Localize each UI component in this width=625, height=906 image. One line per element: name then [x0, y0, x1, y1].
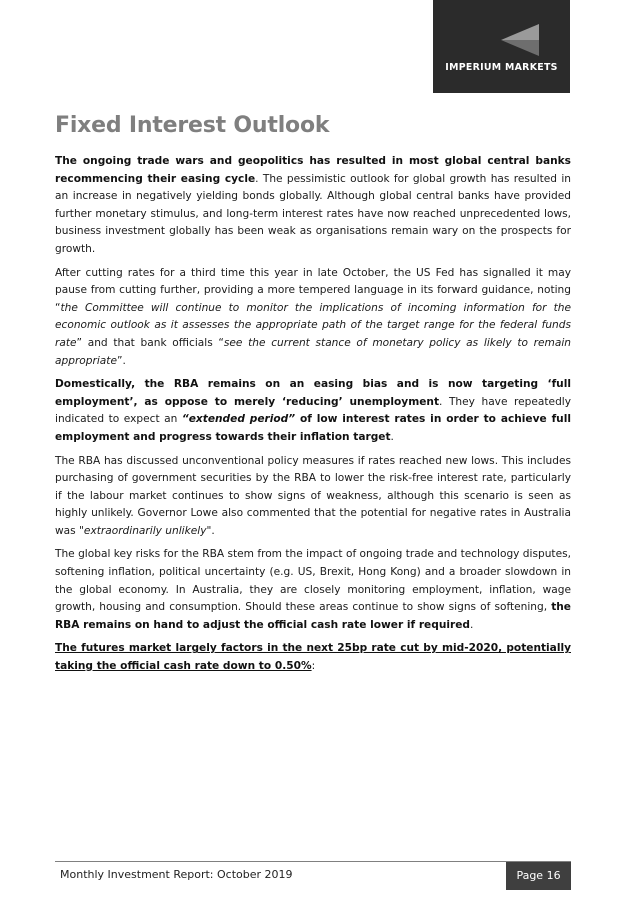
text: The global key risks for the RBA stem from the impact of ongoing trade and technology disputes, softening inflation, political uncertainty (e.g. US, Brexit, Hong Kong) and a broader slowdown in the global economy. In Australia, they are closely monitoring employment, inflation, wage growth, housing and consumption. Should these areas continue to show signs of softening, [55, 548, 571, 614]
text: ". [206, 524, 215, 537]
paragraph-global-risks [55, 546, 571, 634]
bold-underlined-text: The futures market largely factors in the next 25bp rate cut by mid-2020, potentially taking the official cash rate down to 0.50% [55, 642, 571, 673]
bold-text: of low interest rates in order to achieve full employment and progress towards their inflation target [55, 413, 571, 443]
paragraph-rba-easing-bias [55, 376, 571, 446]
text: ” and that bank officials “ [76, 336, 224, 349]
imperium-markets-logo [433, 0, 570, 93]
text: . They have repeatedly indicated to expect an [55, 395, 572, 426]
quote-text: the Committee will continue to monitor the implications of incoming information for the economic outlook as it assesses the appropriate path of the target range for the federal funds rate [55, 301, 571, 349]
paragraph-unconventional-policy [55, 453, 571, 541]
paragraph-us-fed [55, 265, 571, 371]
article-body [55, 153, 571, 682]
text: The RBA has discussed unconventional policy measures if rates reached new lows. This includes purchasing of government securities by the RBA to lower the risk-free interest rate, particularly if the labour market continues to show signs of weakness, although this scenario is seen as highly unlikely. Governor Lowe also commented that the potential for negative rates in Australia was " [55, 454, 571, 537]
quote-text: extraordinarily unlikely [83, 524, 207, 537]
bold-text: the RBA remains on hand to adjust the official cash rate lower if required [55, 601, 571, 631]
paragraph-futures-market [55, 640, 571, 675]
bold-text: The ongoing trade wars and geopolitics has resulted in most global central banks recommencing their easing cycle [55, 155, 571, 185]
bold-italic-text: “extended period” [181, 413, 296, 426]
bold-text: Domestically, the RBA remains on an easing bias and is now targeting ‘full employment’, as oppose to merely ‘reducing’ unemployment [55, 378, 571, 408]
text: . [390, 430, 394, 443]
page-number-badge: Page 16 [506, 862, 571, 890]
footer-report-title: Monthly Investment Report: October 2019 [60, 868, 293, 881]
text: ”. [116, 354, 126, 367]
paragraph-easing-cycle [55, 153, 571, 259]
logo-chevron-icon [433, 0, 570, 93]
text: After cutting rates for a third time this year in late October, the US Fed has signalled it may pause from cutting further, providing a more tempered language in its forward guidance, noting “ [55, 266, 571, 314]
footer-rule [55, 861, 571, 862]
text: : [311, 660, 316, 673]
quote-text: see the current stance of monetary policy as likely to remain appropriate [55, 336, 571, 367]
text: . [470, 618, 474, 631]
logo-text: IMPERIUM MARKETS [445, 62, 558, 73]
page-title: Fixed Interest Outlook [55, 113, 330, 138]
text: . The pessimistic outlook for global growth has resulted in an increase in negatively yielding bonds globally. Although global central banks have provided further monetary stimulus, and long-term interest rates have now reached unprecedented lows, business investment globally has been weak as organisations remain wary on the prospects for growth. [55, 172, 571, 255]
